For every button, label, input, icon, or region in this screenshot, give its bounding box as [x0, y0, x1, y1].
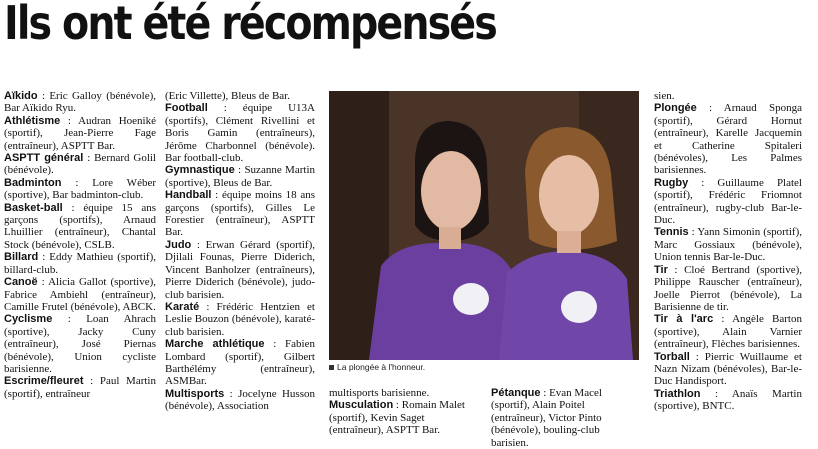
entry: [4, 276, 156, 313]
entry-text: (Eric Villette), Bleus de Bar.: [165, 90, 290, 102]
caption-text: La plongée à l'honneur.: [337, 362, 426, 372]
entry-text: : Arnaud Sponga (sportif), Gérard Hornut (entraîneur), Karelle Jacquemin et Catherine Spitaleri (bénévoles), Les Palmes barisiennes.: [654, 102, 802, 177]
entry: [4, 251, 156, 276]
entry: [165, 164, 315, 189]
entry: [165, 388, 315, 413]
entry: [4, 313, 156, 375]
sport-name: Basket-ball: [4, 201, 63, 214]
entry: [329, 399, 479, 436]
entry-text: : Cloé Bertrand (sportive), Philippe Rauscher (entraîneur), Joelle Pierrot (bénévole), La Barisienne de tir.: [654, 263, 802, 313]
entry: [4, 202, 156, 252]
sport-name: Musculation: [329, 399, 394, 412]
entry-text: : Anaïs Martin (sportive), BNTC.: [654, 387, 802, 413]
sport-name: Triathlon: [654, 387, 701, 400]
sport-name: Pétanque: [491, 387, 541, 399]
entry-text: : Lore Wéber (sportive), Bar badminton-club.: [4, 176, 156, 202]
entry-text: : équipe moins 18 ans garçons (sportifs), Gilles Le Forestier (entraîneur), ASPTT Bar.: [165, 189, 315, 239]
entry-text: : Bernard Golil (bénévole).: [4, 152, 156, 177]
entry: [654, 351, 802, 388]
column-3b: [491, 387, 639, 449]
entry: [329, 387, 479, 399]
entry-text: : Angèle Barton (sportive), Alain Varnier (entraîneur), Flèches barisiennes.: [654, 313, 802, 351]
photo-caption: [329, 362, 639, 372]
entry: [654, 388, 802, 413]
entry-text: : équipe 15 ans garçons (sportifs), Arnaud Lhuillier (entraîneur), Chantal Stock (bénévole), CSLB.: [4, 201, 156, 251]
entry-text: : Yann Simonin (sportif), Marc Gossiaux (bénévole), Union tennis Bar-le-Duc.: [654, 226, 802, 264]
photo-illustration: [329, 91, 639, 360]
entry: [165, 90, 315, 102]
entry: [654, 177, 802, 227]
entry: [4, 115, 156, 152]
entry: [4, 177, 156, 202]
entry-text: : Pierric Wuillaume et Nazn Nizam (bénévoles), Bar-le-Duc Handisport.: [654, 350, 802, 388]
entry: [4, 90, 156, 115]
entry: [654, 90, 802, 102]
column-3a: [329, 387, 479, 437]
entry-text: : Suzanne Martin (sportive), Bleus de Bar.: [165, 164, 315, 189]
entry: [165, 338, 315, 388]
sport-name: Rugby: [654, 176, 689, 189]
entry: [4, 152, 156, 177]
entry-text: : Eric Galloy (bénévole), Bar Aïkido Ryu.: [4, 90, 156, 115]
sport-name: Tir: [654, 263, 668, 276]
sport-name: Gymnastique: [165, 164, 235, 177]
column-4: [654, 90, 802, 413]
entry-text: : Erwan Gérard (sportif), Djilali Founas, Pierre Diderich, Vincent Banholzer (entraîneurs), Pierre Diderich (bénévole), judo-club barisien.: [165, 238, 315, 301]
column-1: [4, 90, 156, 400]
sport-name: ASPTT général: [4, 152, 84, 165]
sport-name: Judo: [165, 238, 192, 251]
sport-name: Billard: [4, 251, 39, 264]
sport-name: Torball: [654, 350, 690, 363]
sport-name: Marche athlétique: [165, 338, 265, 351]
photo: [329, 91, 639, 360]
entry-text: : Frédéric Hentzien et Leslie Bouzon (bénévole), karaté-club barisien.: [165, 300, 315, 338]
sport-name: Karaté: [165, 300, 200, 313]
sport-name: Athlétisme: [4, 114, 61, 127]
sport-name: Football: [165, 102, 208, 115]
sport-name: Canoë: [4, 276, 38, 289]
entry: [654, 264, 802, 314]
entry: [654, 313, 802, 350]
entry: [165, 102, 315, 164]
entry: [165, 189, 315, 239]
entry-text: : Fabien Lombard (sportif), Gilbert Barthélémy (entraîneur), ASMBar.: [165, 338, 315, 388]
entry: [491, 387, 639, 449]
sport-name: Badminton: [4, 176, 62, 189]
caption-square-icon: [329, 365, 334, 370]
sport-name: Escrime/fleuret: [4, 375, 84, 388]
entry-text: sien.: [654, 90, 675, 102]
entry-text: multisports barisienne.: [329, 387, 430, 399]
entry-text: : Loan Ahrach (sportive), Jacky Cuny (entraîneur), José Piernas (bénévole), Union cycliste barisienne.: [4, 313, 156, 375]
entry-text: : équipe U13A (sportifs), Clément Rivellini et Boris Gamin (entraîneurs), Jérôme Charbonnel (bénévole). Bar football-club.: [165, 102, 315, 165]
entry: [165, 301, 315, 338]
entry-text: : Alicia Gallot (sportive), Fabrice Ambiehl (entraîneur), Camille Frutel (bénévole), ABCK.: [4, 276, 156, 313]
sport-name: Tennis: [654, 226, 689, 239]
entry-text: : Jocelyne Husson (bénévole), Association: [165, 387, 315, 413]
sport-name: Cyclisme: [4, 313, 53, 326]
headline: Ils ont été récompensés: [4, 0, 496, 50]
sport-name: Handball: [165, 189, 212, 202]
entry-text: : Paul Martin (sportif), entraîneur: [4, 375, 156, 400]
entry-text: : Audran Hoeniké (sportif), Jean-Pierre Fage (entraîneur), ASPTT Bar.: [4, 114, 156, 152]
sport-name: Plongée: [654, 102, 697, 115]
entry-text: : Guillaume Platel (sportif), Frédéric Friomnot (entraîneur), rugby-club Bar-le-Duc.: [654, 176, 802, 227]
entry: [165, 239, 315, 301]
entry-text: : Eddy Mathieu (sportif), billard-club.: [4, 251, 156, 276]
entry-text: : Romain Malet (sportif), Kevin Saget (entraîneur), ASPTT Bar.: [329, 399, 465, 437]
entry-text: : Evan Macel (sportif), Alain Poitel (entraîneur), Victor Pinto (bénévole), bouling-club barisien.: [491, 387, 602, 449]
column-2: [165, 90, 315, 413]
entry: [654, 226, 802, 263]
entry: [4, 375, 156, 400]
sport-name: Aïkido: [4, 90, 38, 102]
sport-name: Multisports: [165, 387, 225, 400]
entry: [654, 102, 802, 176]
sport-name: Tir à l'arc: [654, 313, 714, 326]
